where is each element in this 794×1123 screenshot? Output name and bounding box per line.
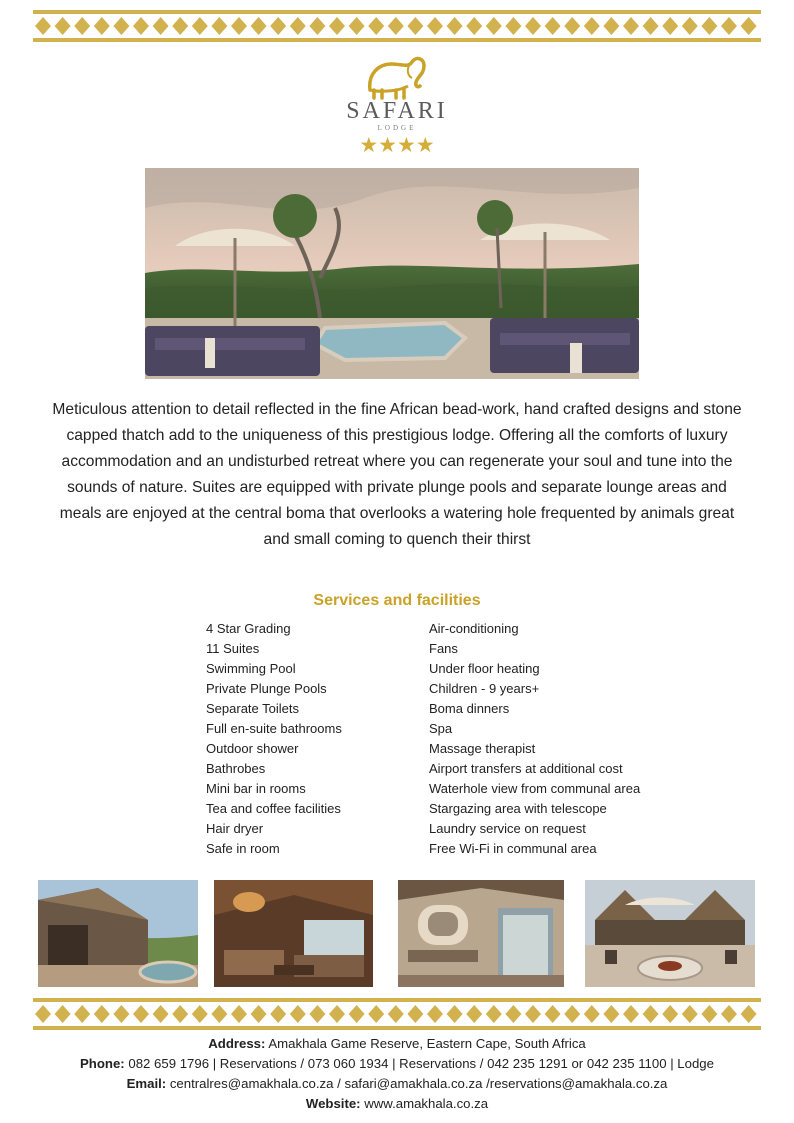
thumbnail-boma — [585, 880, 755, 987]
list-item: Mini bar in rooms — [206, 781, 306, 796]
email-value[interactable]: centralres@amakhala.co.za / safari@amakhala.co.za /reservations@amakhala.co.za — [166, 1076, 668, 1091]
logo-subtitle: LODGE — [377, 124, 417, 132]
list-item: Tea and coffee facilities — [206, 801, 341, 816]
list-item: Fans — [429, 641, 458, 656]
list-item: 4 Star Grading — [206, 621, 291, 636]
list-item: Spa — [429, 721, 453, 736]
list-item: Bathrobes — [206, 761, 266, 776]
list-item: Stargazing area with telescope — [429, 801, 607, 816]
list-item: 11 Suites — [206, 641, 260, 656]
decorative-border-top — [33, 10, 761, 42]
lodge-description: Meticulous attention to detail reflected in the fine African bead-work, hand crafted designs and stone capped thatch add to the uniqueness of this prestigious lodge. Offering all the comforts of luxury accommodation and an undisturbed retreat where you can regenerate your soul and tune into the sounds of nature. Suites are equipped with private plunge pools and separate lounge areas and meals are enjoyed at the central boma that overlooks a watering hole frequented by animals great and small coming to quench their thirst — [52, 401, 742, 548]
address-line — [0, 1034, 794, 1054]
list-item: Full en-suite bathrooms — [206, 721, 342, 736]
elephant-icon — [362, 52, 432, 102]
logo-title: SAFARI — [346, 98, 448, 124]
list-item: Airport transfers at additional cost — [429, 761, 623, 776]
services-list-left — [206, 619, 342, 859]
website-label: Website: — [305, 1096, 361, 1111]
list-item: Free Wi-Fi in communal area — [429, 841, 597, 856]
list-item: Swimming Pool — [206, 661, 296, 676]
phone-line — [0, 1054, 794, 1074]
thumbnail-lounge — [214, 880, 373, 987]
phone-label: Phone: — [80, 1056, 125, 1071]
list-item: Hair dryer — [206, 821, 264, 836]
list-item: Laundry service on request — [429, 821, 586, 836]
list-item: Outdoor shower — [206, 741, 299, 756]
decorative-border-bottom — [33, 998, 761, 1030]
list-item: Boma dinners — [429, 701, 510, 716]
address-value: Amakhala Game Reserve, Eastern Cape, South Africa — [265, 1036, 586, 1051]
website-link[interactable]: www.amakhala.co.za — [360, 1096, 489, 1111]
list-item: Safe in room — [206, 841, 280, 856]
contact-footer — [0, 1034, 794, 1114]
thumbnail-bathroom — [398, 880, 564, 987]
list-item: Air-conditioning — [429, 621, 519, 636]
services-list-right — [429, 619, 640, 859]
email-label: Email: — [126, 1076, 167, 1091]
list-item: Private Plunge Pools — [206, 681, 327, 696]
services-heading: Services and facilities — [313, 592, 481, 609]
star-rating: ★★★★ — [359, 134, 435, 157]
list-item: Waterhole view from communal area — [429, 781, 641, 796]
address-label: Address: — [208, 1036, 266, 1051]
list-item: Under floor heating — [429, 661, 540, 676]
email-line — [0, 1074, 794, 1094]
list-item: Massage therapist — [429, 741, 536, 756]
list-item: Separate Toilets — [206, 701, 299, 716]
list-item: Children - 9 years+ — [429, 681, 540, 696]
hero-pool-image — [145, 168, 639, 379]
thumbnail-suite-deck — [38, 880, 198, 987]
website-line — [0, 1094, 794, 1114]
phone-value: 082 659 1796 | Reservations / 073 060 1934 | Reservations / 042 235 1291 or 042 235 1100 | Lodge — [124, 1056, 714, 1071]
lodge-logo — [0, 52, 794, 158]
